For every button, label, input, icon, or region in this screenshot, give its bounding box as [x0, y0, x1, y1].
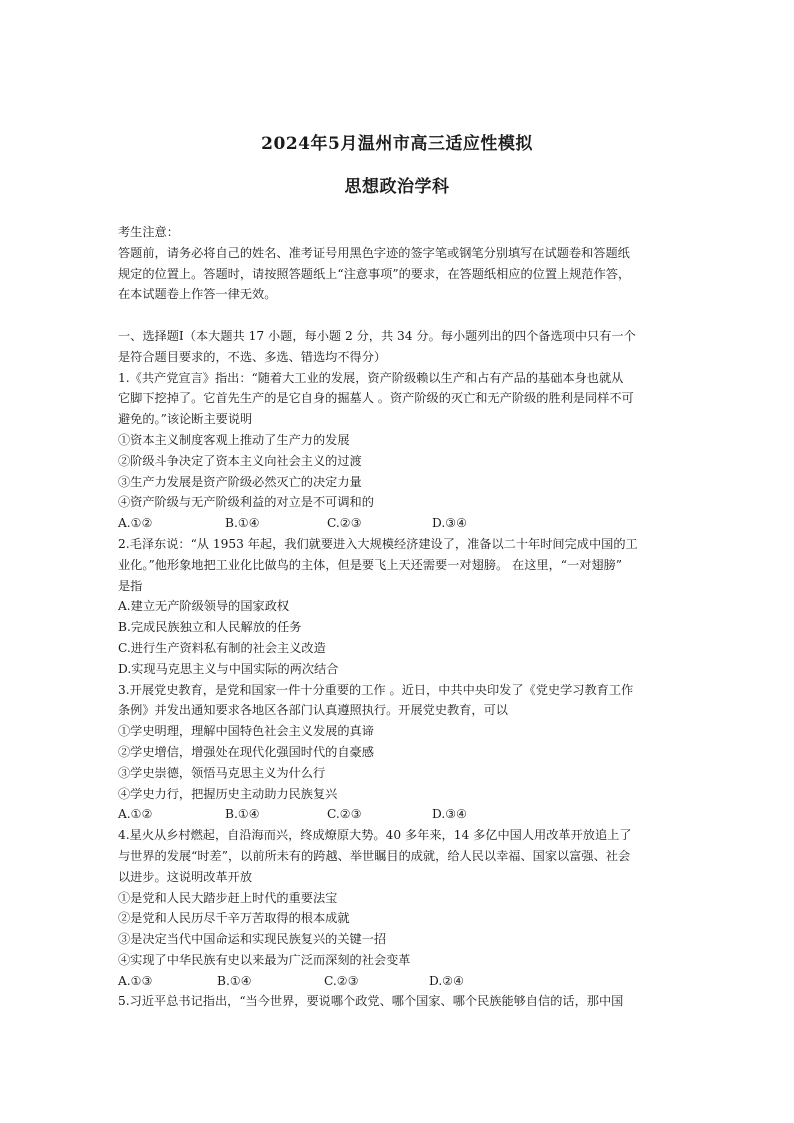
q3-options — [118, 804, 690, 825]
q2-stem: 是指 — [118, 578, 143, 593]
section-heading: 是符合题目要求的，不选、多选、错选均不得分） — [118, 349, 387, 364]
q3-option-d: D.③④ — [432, 807, 468, 822]
q4-item: ③是决定当代中国命运和实现民族复兴的关键一招 — [118, 932, 387, 947]
q1-item: ③生产力发展是资产阶级必然灭亡的决定力量 — [118, 474, 362, 489]
q2-option-c: C.进行生产资料私有制的社会主义改造 — [118, 640, 326, 655]
q3-stem: 3.开展党史教育，是党和国家一件十分重要的工作 。近日，中共中央印发了《党史学习教育工作 — [118, 682, 634, 697]
q4-option-b: B.①④ — [217, 973, 252, 988]
q4-option-c: C.②③ — [324, 973, 359, 988]
q2-option-b: B.完成民族独立和人民解放的任务 — [118, 620, 302, 635]
q1-option-c: C.②③ — [327, 516, 362, 531]
q1-option-a: A.①② — [118, 516, 153, 531]
q3-option-c: C.②③ — [327, 807, 362, 822]
q4-option-d: D.②④ — [429, 973, 465, 988]
q3-item: ②学史增信，增强处在现代化强国时代的自豪感 — [118, 744, 374, 759]
q3-option-a: A.①② — [118, 807, 153, 822]
q4-stem: 与世界的发展“时差”，以前所未有的跨越、举世瞩目的成就，给人民以幸福、国家以富强、社会 — [118, 848, 631, 863]
q1-option-d: D.③④ — [432, 516, 468, 531]
q2-stem: 2.毛泽东说：“从 1953 年起，我们就要进入大规模经济建设了，准备以二十年时间完成中国的工 — [118, 536, 638, 551]
q4-stem: 以进步。这说明改革开放 — [118, 869, 253, 884]
notice-line: 答题前，请务必将自己的姓名、准考证号用黑色字迹的签字笔或钢笔分别填写在试题卷和答题纸 — [118, 245, 630, 260]
q4-item: ①是党和人民大踏步赶上时代的重要法宝 — [118, 890, 338, 905]
q1-stem: 它脚下挖掉了。它首先生产的是它自身的掘墓人 。资产阶级的灭亡和无产阶级的胜利是同样不可 — [118, 391, 634, 406]
q1-stem: 避免的。”该论断主要说明 — [118, 412, 253, 427]
q2-stem: 业化。”他形象地把工业化比做鸟的主体，但是要飞上天还需要一对翅膀。 在这里，“一对翅膀” — [118, 557, 622, 572]
q1-item: ①资本主义制度客观上推动了生产力的发展 — [118, 432, 350, 447]
q1-item: ④资产阶级与无产阶级利益的对立是不可调和的 — [118, 495, 374, 510]
q3-item: ①学史明理，理解中国特色社会主义发展的真谛 — [118, 724, 374, 739]
q4-item: ④实现了中华民族有史以来最为广泛而深刻的社会变革 — [118, 952, 411, 967]
q5-stem: 5.习近平总书记指出，“当今世界，要说哪个政党、哪个国家、哪个民族能够自信的话，那中国 — [118, 994, 624, 1009]
q4-options — [118, 971, 690, 992]
q4-item: ②是党和人民历尽千辛万苦取得的根本成就 — [118, 911, 350, 926]
q3-item: ④学史力行，把握历史主动助力民族复兴 — [118, 786, 338, 801]
q3-item: ③学史崇德，领悟马克思主义为什么行 — [118, 765, 326, 780]
q2-option-d: D.实现马克思主义与中国实际的两次结合 — [118, 661, 339, 676]
q4-option-a: A.①③ — [118, 973, 153, 988]
notice-heading: 考生注意： — [118, 225, 179, 239]
q4-stem: 4.星火从乡村燃起，自沿海而兴，终成燎原大势。40 多年来，14 多亿中国人用改革开放追上了 — [118, 828, 632, 843]
q1-item: ②阶级斗争决定了资本主义向社会主义的过渡 — [118, 453, 362, 468]
q3-stem: 条例》并发出通知要求各地区各部门认真遵照执行。开展党史教育，可以 — [118, 703, 508, 718]
q2-option-a: A.建立无产阶级领导的国家政权 — [118, 599, 290, 614]
exam-title: 2024年5月温州市高三适应性模拟 — [261, 134, 533, 154]
notice-line: 规定的位置上。答题时，请按照答题纸上“注意事项”的要求，在答题纸相应的位置上规范作答， — [118, 266, 631, 281]
q1-options — [118, 513, 690, 534]
q3-option-b: B.①④ — [225, 807, 260, 822]
q1-stem: 1.《共产党宣言》指出：“随着大工业的发展，资产阶级赖以生产和占有产品的基础本身也就从 — [118, 370, 624, 385]
exam-subtitle: 思想政治学科 — [344, 177, 450, 197]
q1-option-b: B.①④ — [225, 516, 260, 531]
notice-line: 在本试题卷上作答一律无效。 — [118, 287, 277, 302]
exam-body — [118, 222, 690, 1012]
section-heading: 一、选择题Ⅰ（本大题共 17 小题，每小题 2 分，共 34 分。每小题列出的四个备选项中只有一个 — [118, 328, 636, 343]
